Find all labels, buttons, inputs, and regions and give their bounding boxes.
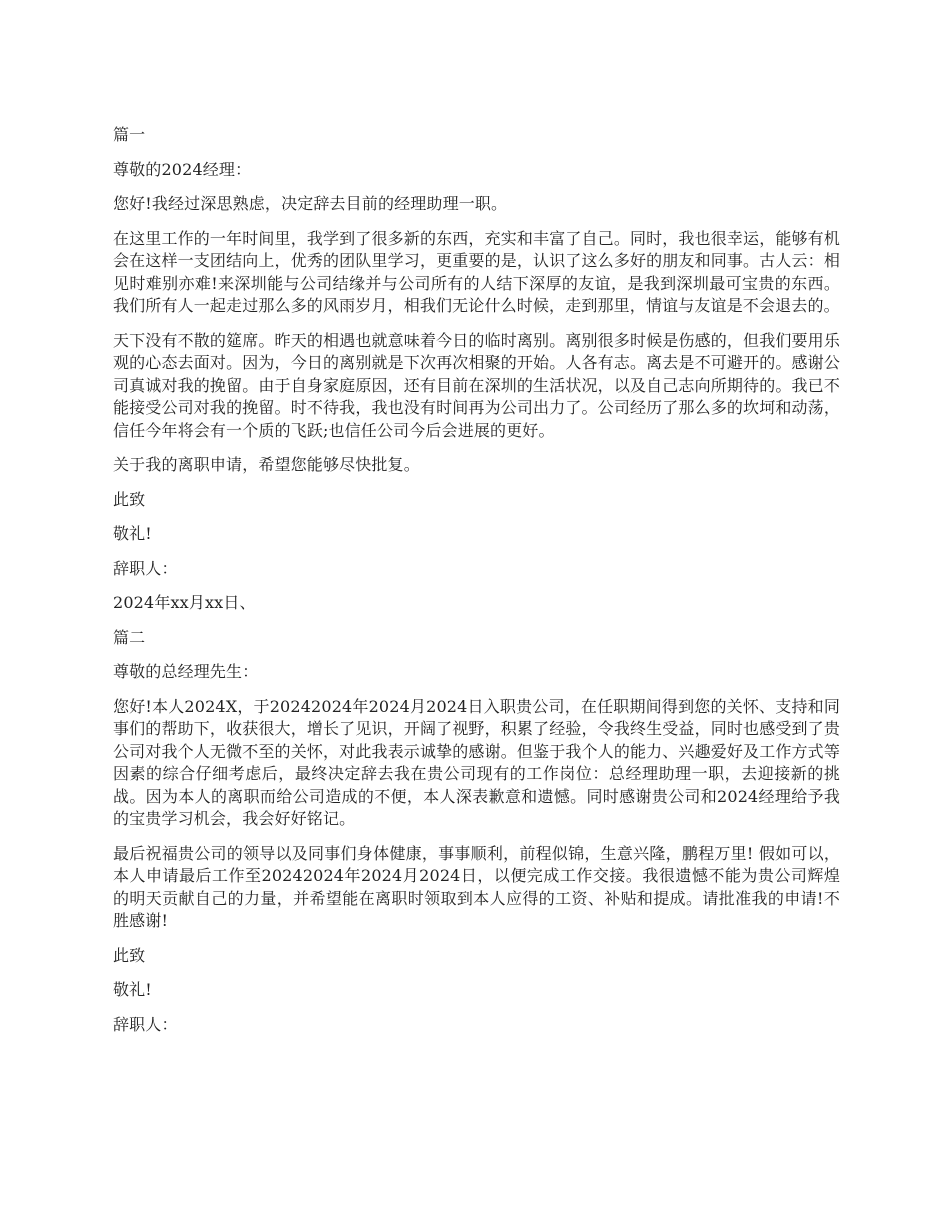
closing-regards: 敬礼! xyxy=(113,980,152,999)
closing-line: 此致 xyxy=(113,945,146,965)
body-paragraph: 天下没有不散的筵席。昨天的相遇也就意味着今日的临时离别。离别很多时候是伤感的，但我们要用乐观的心态去面对。因为，今日的离别就是下次再次相聚的开始。人各有志。离去是不可避开的。感谢公司真诚对我的挽留。由于自身家庭原因，还有目前在深圳的生活状况，以及自己志向所期待的。我已不能接受公司对我的挽留。时不待我，我也没有时间再为公司出力了。公司经历了那么多的坎坷和动荡，信任今年将会有一个质的飞跃;也信任公司今后会进展的更好。 xyxy=(113,330,840,440)
salutation-1: 尊敬的2024经理： xyxy=(113,159,252,179)
body-paragraph: 您好!本人2024X，于20242024年2024月2024日入职贵公司，在任职期间得到您的关怀、支持和同事们的帮助下，收获很大，增长了见识，开阔了视野，积累了经验，令我终生受益，同时也感受到了贵公司对我个人无微不至的关怀，对此我表示诚挚的感谢。但鉴于我个人的能力、兴趣爱好及工作方式等因素的综合仔细考虑后，最终决定辞去我在贵公司现有的工作岗位：总经理助理一职，去迎接新的挑战。因为本人的离职而给公司造成的不便，本人深表歉意和遗憾。同时感谢贵公司和2024经理给予我的宝贵学习机会，我会好好铭记。 xyxy=(113,696,840,828)
signature-line: 辞职人： xyxy=(113,1014,178,1034)
closing-line: 此致 xyxy=(113,489,146,509)
signature-line: 辞职人： xyxy=(113,558,178,578)
date-line: 2024年xx月xx日、 xyxy=(113,593,256,612)
salutation-2: 尊敬的总经理先生： xyxy=(113,662,259,681)
section-heading-2: 篇二 xyxy=(113,627,146,647)
body-paragraph: 在这里工作的一年时间里，我学到了很多新的东西，充实和丰富了自己。同时，我也很幸运，能够有机会在这样一支团结向上，优秀的团队里学习，更重要的是，认识了这么多好的朋友和同事。古人云：相见时难别亦难!来深圳能与公司结缘并与公司所有的人结下深厚的友谊，是我到深圳最可宝贵的东西。我们所有人一起走过那么多的风雨岁月，相我们无论什么时候，走到那里，情谊与友谊是不会退去的。 xyxy=(113,228,840,315)
section-heading-1: 篇一 xyxy=(113,125,146,144)
body-paragraph: 最后祝福贵公司的领导以及同事们身体健康，事事顺利，前程似锦，生意兴隆，鹏程万里! 假如可以，本人申请最后工作至20242024年2024月2024日，以便完成工作交接。我很遗憾不能为贵公司辉煌的明天贡献自己的力量，并希望能在离职时领取到本人应得的工资、补贴和提成。请批准我的申请!不胜感谢! xyxy=(113,843,840,930)
document-body xyxy=(113,124,840,1048)
closing-regards: 敬礼! xyxy=(113,524,152,543)
opening-paragraph-1: 您好!我经过深思熟虑，决定辞去目前的经理助理一职。 xyxy=(113,194,508,213)
request-paragraph: 关于我的离职申请，希望您能够尽快批复。 xyxy=(113,455,420,474)
